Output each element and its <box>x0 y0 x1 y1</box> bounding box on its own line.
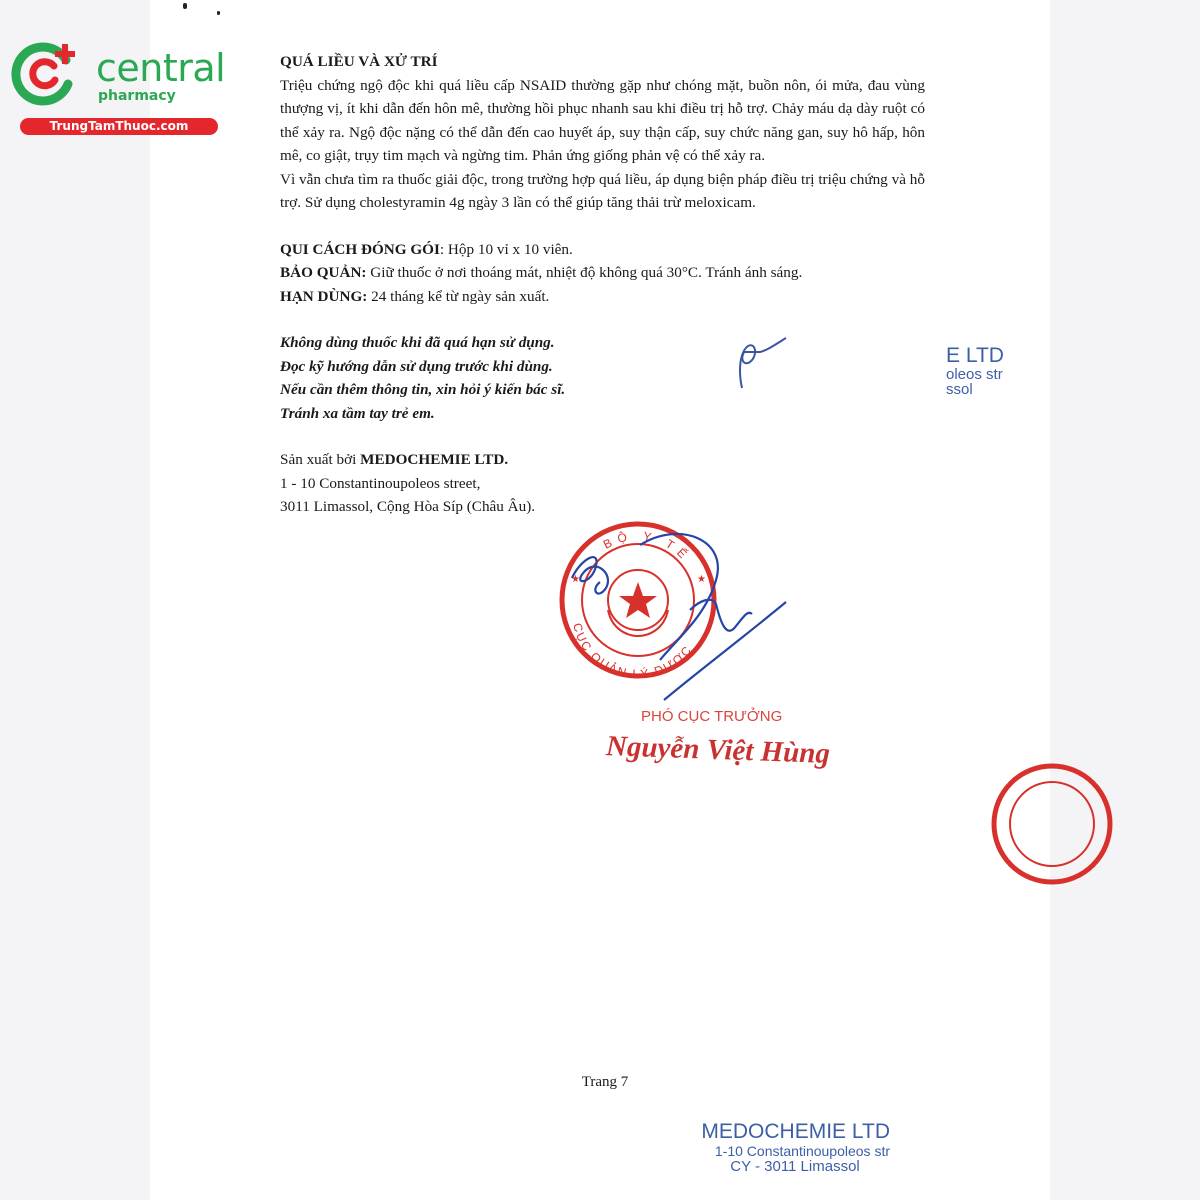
company-stamp-bottom <box>700 1120 890 1175</box>
seal-emblem <box>608 570 668 636</box>
signer-title: PHÓ CỤC TRƯỞNG <box>641 708 783 725</box>
warning-item: Không dùng thuốc khi đã quá hạn sử dụng. <box>280 334 555 351</box>
overdose-treatment: Vì vẫn chưa tìm ra thuốc giải độc, trong trường hợp quá liều, áp dụng biện pháp điều trị triệu chứng và hỗ trợ. Sử dụng cholestyramin 4g ngày 3 lần có thể giúp tăng thải trừ meloxicam. <box>280 170 925 211</box>
initial-signature <box>740 338 786 388</box>
seal-star-icon: ★ <box>697 574 706 585</box>
manufacturer-name: MEDOCHEMIE LTD. <box>360 451 509 468</box>
manufacturer-address-2: 3011 Limassol, Cộng Hòa Síp (Châu Âu). <box>280 498 536 515</box>
manufacturer-prefix: Sản xuất bởi <box>280 451 361 468</box>
logo-subtitle: pharmacy <box>98 88 176 104</box>
overdose-heading: QUÁ LIỀU VÀ XỬ TRÍ <box>280 53 438 70</box>
page-number: Trang 7 <box>581 1074 629 1090</box>
partial-seal-right <box>994 766 1110 882</box>
stamp-line: MEDOCHEMIE LTD <box>701 1120 890 1143</box>
warning-item: Nếu cần thêm thông tin, xin hỏi ý kiến bác sĩ. <box>280 381 566 398</box>
stamp-line: E LTD <box>946 344 1004 367</box>
packaging-value: : Hộp 10 vỉ x 10 viên. <box>439 240 573 258</box>
manufacturer-address-1: 1 - 10 Constantinoupoleos street, <box>280 474 481 492</box>
stamp-line: oleos str <box>946 366 1003 383</box>
seal-ring-text: BỘ Y TẾ <box>600 528 694 566</box>
official-seal <box>562 524 714 681</box>
seal-ring-text-bottom: CỤC QUẢN LÝ DƯỢC <box>570 621 696 682</box>
warning-item: Tránh xa tầm tay trẻ em. <box>280 404 435 422</box>
storage-label: BẢO QUẢN: <box>280 264 367 281</box>
signer-name: Nguyễn Việt Hùng <box>605 730 831 770</box>
stamp-line: CY - 3011 Limassol <box>730 1158 860 1175</box>
logo-url[interactable]: TrungTamThuoc.com <box>20 118 218 135</box>
packaging-label: QUI CÁCH ĐÓNG GÓI <box>280 240 440 258</box>
storage-value: Giữ thuốc ở nơi thoáng mát, nhiệt độ không quá 30°C. Tránh ánh sáng. <box>366 264 803 281</box>
expiry-label: HẠN DÙNG: <box>280 287 368 305</box>
logo-name: central <box>96 46 226 90</box>
seal-star-icon: ★ <box>571 574 580 585</box>
overdose-symptoms: Triệu chứng ngộ độc khi quá liều cấp NSAID thường gặp như chóng mặt, buồn nôn, ói mửa, đau vùng thượng vị, ít khi dẫn đến hôn mê, thường hồi phục nhanh sau khi điều trị hỗ trợ. Chảy máu dạ dày ruột có thể xảy ra. Ngộ độc nặng có thể dẫn đến cao huyết áp, suy thận cấp, suy chức năng gan, suy hô hấp, hôn mê, co giật, trụy tim mạch và ngừng tim. Phản ứng giống phản vệ có thể xảy ra. <box>280 76 925 164</box>
warning-item: Đọc kỹ hướng dẫn sử dụng trước khi dùng. <box>280 357 553 375</box>
stamp-line: ssol <box>946 381 973 398</box>
expiry-value: 24 tháng kể từ ngày sản xuất. <box>367 287 550 305</box>
stamp-line: 1-10 Constantinoupoleos str <box>714 1143 890 1159</box>
